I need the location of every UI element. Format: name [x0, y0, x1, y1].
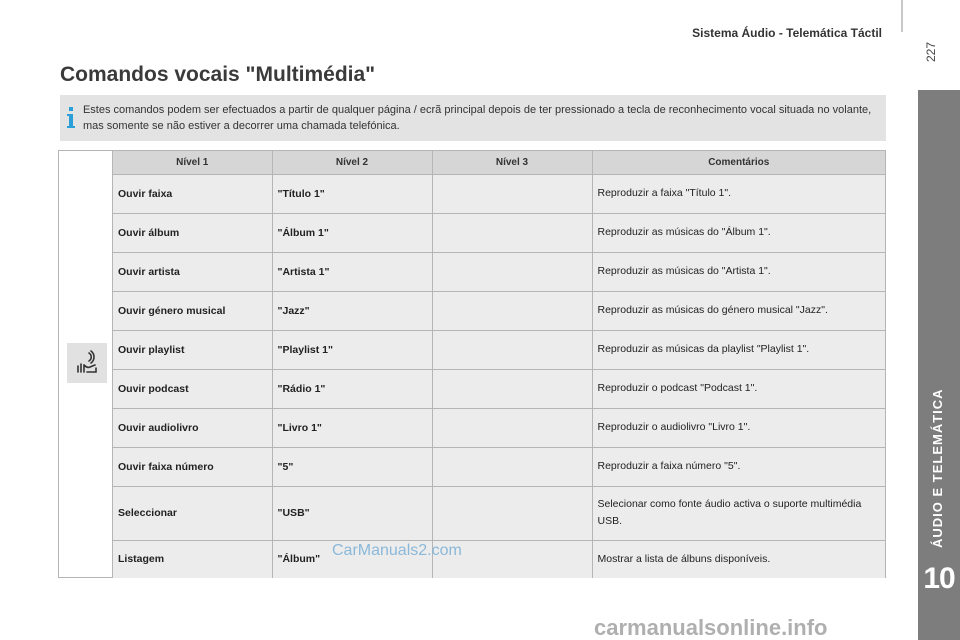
comment-cell: Reproduzir as músicas da playlist "Playlist 1". [592, 330, 885, 369]
level-2-cell: "5" [272, 447, 432, 486]
column-header-level-3: Nível 3 [432, 151, 592, 174]
column-header-level-2: Nível 2 [272, 151, 432, 174]
table-row [113, 330, 885, 369]
level-3-cell [432, 174, 592, 213]
level-3-cell [432, 213, 592, 252]
comment-cell: Reproduzir a faixa número "5". [592, 447, 885, 486]
watermark-footer: carmanualsonline.info [594, 615, 828, 640]
table-row [113, 447, 885, 486]
icon-column [59, 151, 113, 577]
comment-cell: Reproduzir a faixa "Título 1". [592, 174, 885, 213]
level-3-cell [432, 330, 592, 369]
level-1-cell: Ouvir álbum [113, 213, 272, 252]
chapter-side-tab [918, 90, 960, 640]
comment-cell: Selecionar como fonte áudio activa o suporte multimédia USB. [592, 486, 885, 540]
watermark-link[interactable]: CarManuals2.com [332, 542, 462, 559]
level-2-cell: "Álbum 1" [272, 213, 432, 252]
level-2-cell: "Álbum" [272, 540, 432, 578]
table-row [113, 486, 885, 540]
column-header-comments: Comentários [592, 151, 885, 174]
table-row [113, 369, 885, 408]
level-1-cell: Ouvir playlist [113, 330, 272, 369]
level-2-cell: "USB" [272, 486, 432, 540]
table-row [113, 540, 885, 578]
level-2-cell: "Livro 1" [272, 408, 432, 447]
page-number: 227 [924, 41, 938, 62]
chapter-label: ÁUDIO E TELEMÁTICA [930, 388, 945, 548]
level-3-cell [432, 486, 592, 540]
chapter-number: 10 [923, 562, 955, 595]
voice-command-icon [67, 343, 107, 383]
level-2-cell: "Playlist 1" [272, 330, 432, 369]
level-1-cell: Listagem [113, 540, 272, 578]
level-1-cell: Ouvir faixa número [113, 447, 272, 486]
level-1-cell: Ouvir género musical [113, 291, 272, 330]
voice-commands-table [58, 150, 886, 578]
table-header-row [113, 151, 885, 174]
comment-cell: Reproduzir o podcast "Podcast 1". [592, 369, 885, 408]
level-2-cell: "Artista 1" [272, 252, 432, 291]
level-3-cell [432, 252, 592, 291]
level-3-cell [432, 408, 592, 447]
comment-cell: Reproduzir o audiolivro "Livro 1". [592, 408, 885, 447]
info-note [60, 95, 886, 141]
level-3-cell [432, 369, 592, 408]
table-row [113, 174, 885, 213]
info-text: Estes comandos podem ser efectuados a partir de qualquer página / ecrã principal depois de ter pressionado a tecla de reconhecimento vocal situada no volante, mas somente se não estiver a decorrer uma chamada telefónica. [82, 104, 872, 132]
level-1-cell: Seleccionar [113, 486, 272, 540]
table-row [113, 213, 885, 252]
level-2-cell: "Título 1" [272, 174, 432, 213]
level-1-cell: Ouvir podcast [113, 369, 272, 408]
table-row [113, 291, 885, 330]
level-1-cell: Ouvir artista [113, 252, 272, 291]
comment-cell: Reproduzir as músicas do "Artista 1". [592, 252, 885, 291]
column-header-level-1: Nível 1 [113, 151, 272, 174]
header-divider [901, 0, 903, 32]
section-title: Comandos vocais "Multimédia" [60, 63, 376, 86]
info-icon [60, 95, 83, 141]
comment-cell: Reproduzir as músicas do "Álbum 1". [592, 213, 885, 252]
level-3-cell [432, 291, 592, 330]
commands-table [113, 151, 885, 578]
comment-cell: Reproduzir as músicas do género musical "Jazz". [592, 291, 885, 330]
level-3-cell [432, 447, 592, 486]
table-row [113, 252, 885, 291]
level-1-cell: Ouvir faixa [113, 174, 272, 213]
level-2-cell: "Jazz" [272, 291, 432, 330]
comment-cell: Mostrar a lista de álbuns disponíveis. [592, 540, 885, 578]
level-2-cell: "Rádio 1" [272, 369, 432, 408]
running-header: Sistema Áudio - Telemática Táctil [692, 26, 882, 40]
table-row [113, 408, 885, 447]
level-1-cell: Ouvir audiolivro [113, 408, 272, 447]
